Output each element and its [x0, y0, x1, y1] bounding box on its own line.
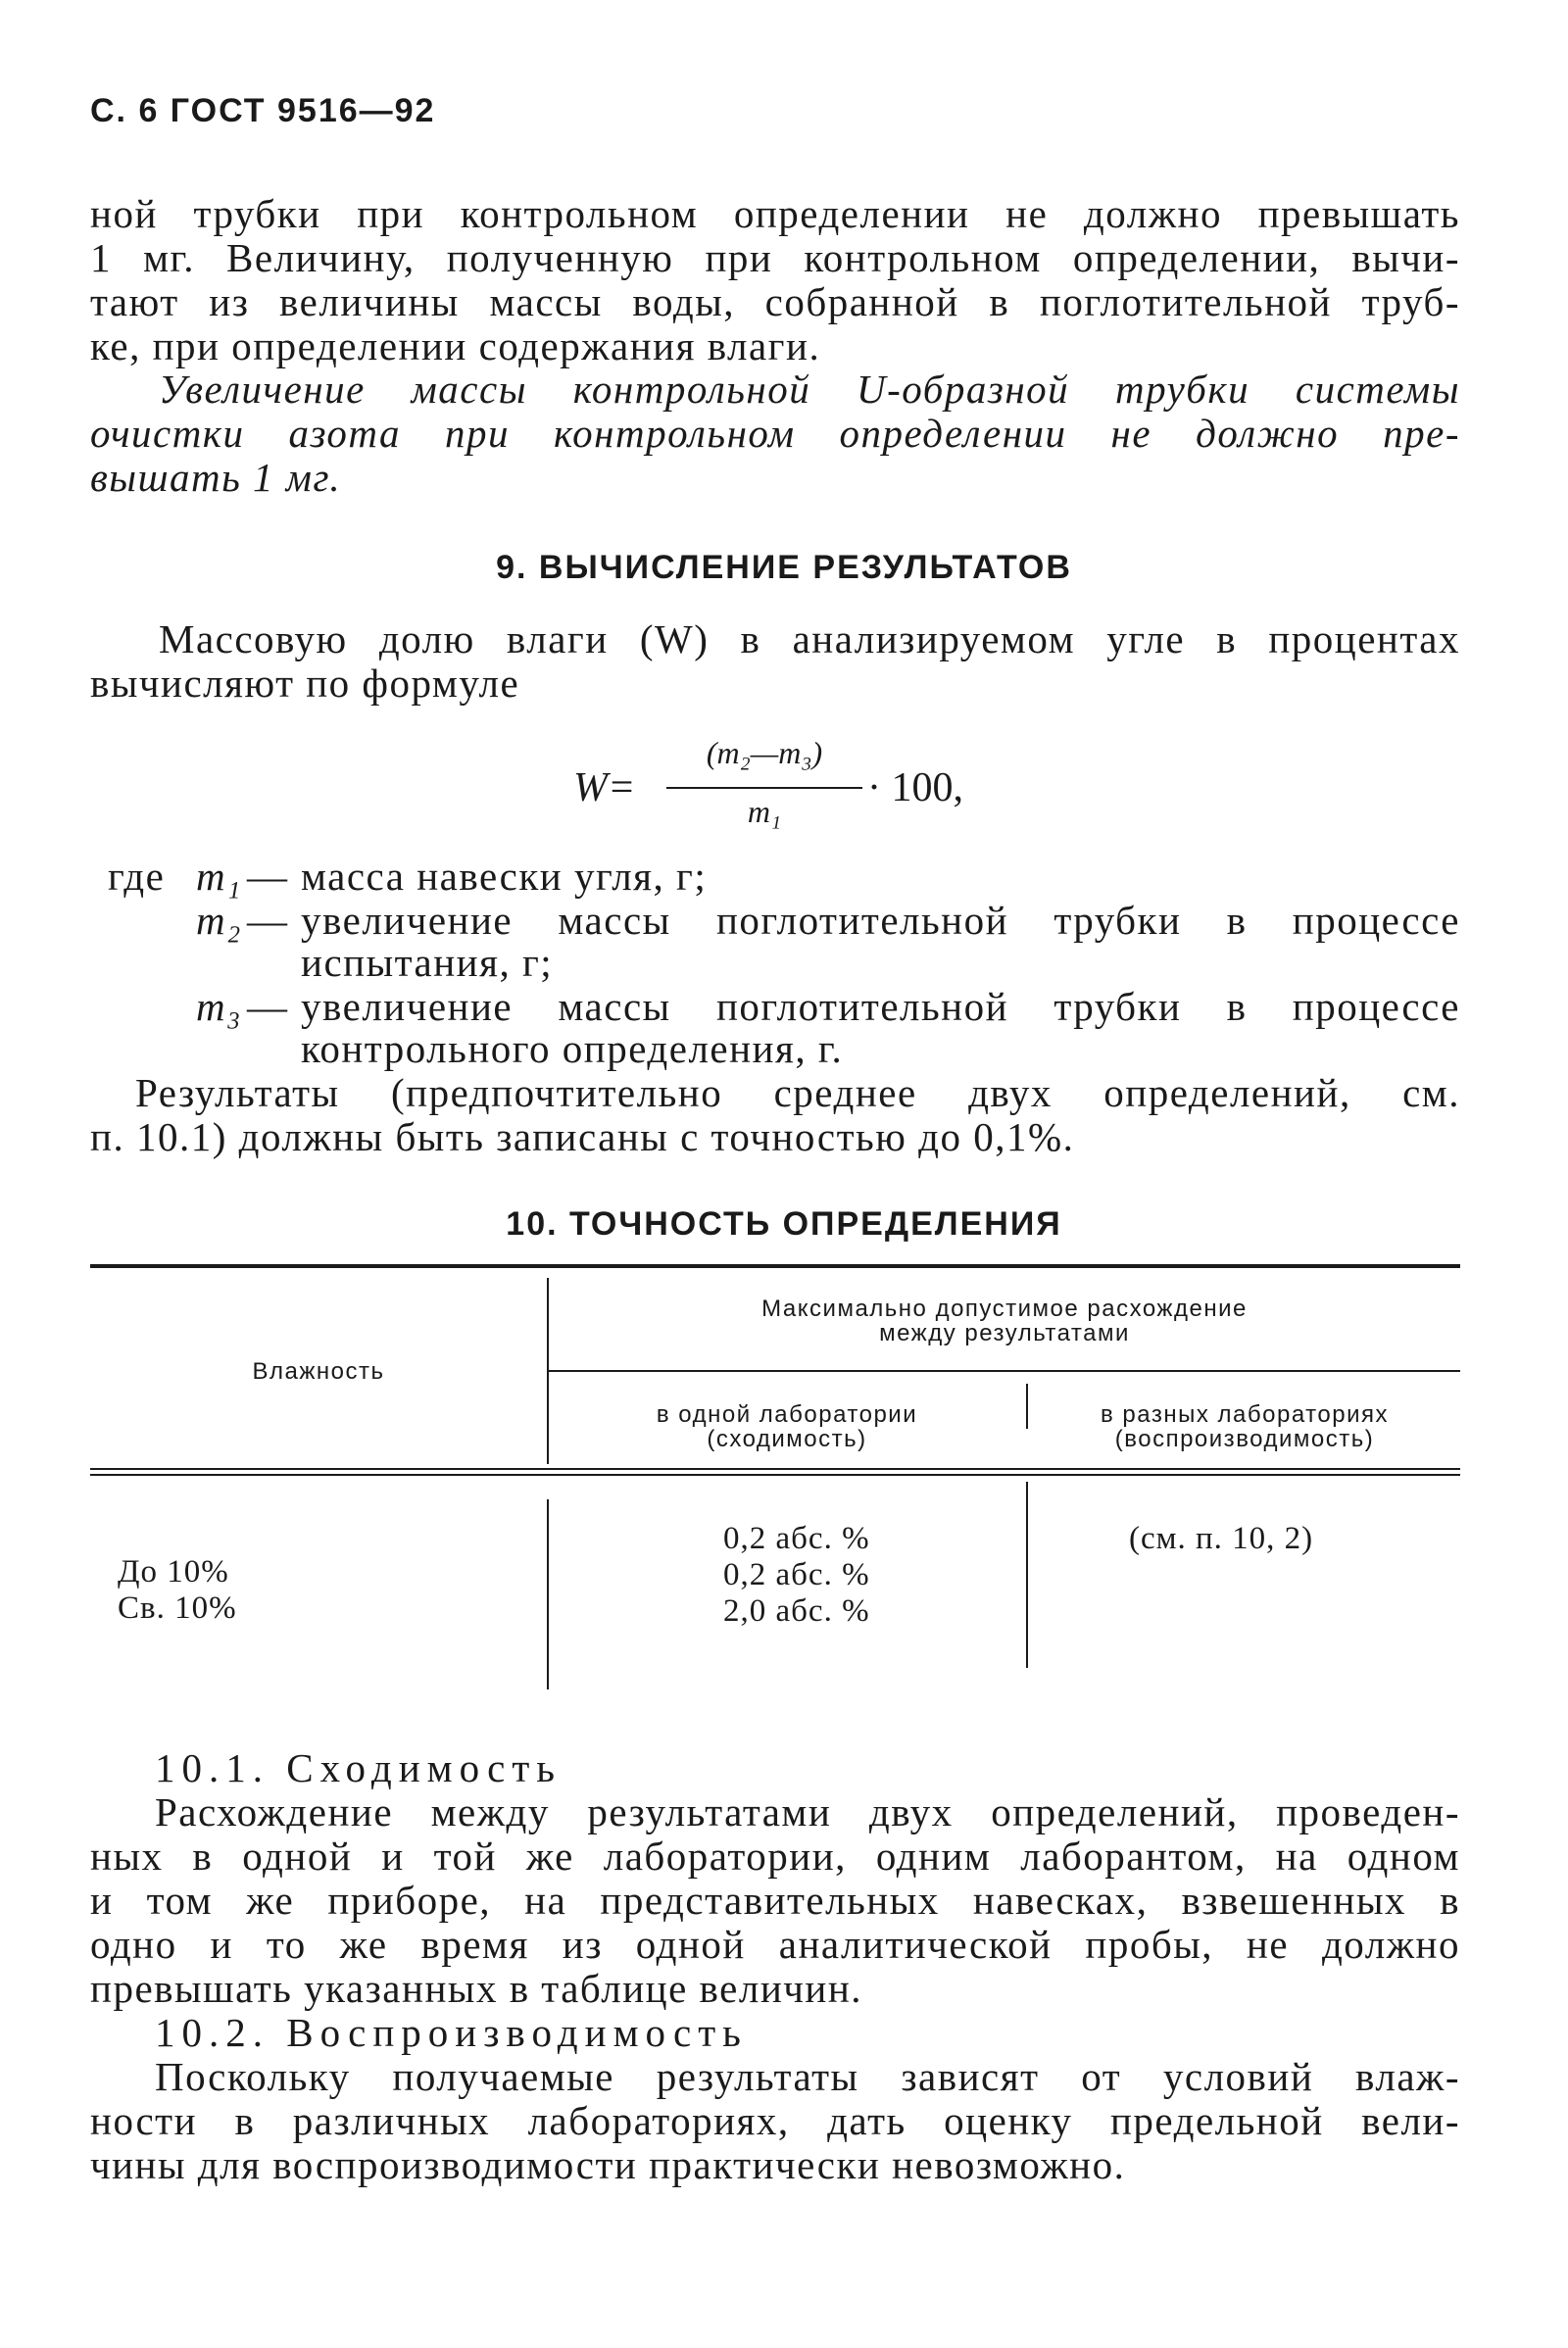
- text-line: чины для воспроизводимости практически невозможно.: [90, 2142, 1126, 2187]
- definition-dash: —: [247, 984, 289, 1029]
- page-header: С. 6 ГОСТ 9516—92: [90, 92, 436, 129]
- subsection-title: 10.2. Воспроизводимость: [155, 2010, 748, 2055]
- header-same-lab-line1: в одной лаборатории: [656, 1401, 918, 1428]
- text-line: тают из величины массы воды, собранной в поглотительной труб-: [90, 279, 1460, 324]
- variable-definitions: [90, 853, 1460, 1071]
- definition-m3-continued: [90, 1025, 1460, 1069]
- definition-prefix: где: [108, 854, 166, 899]
- cell-same-lab-row1: 0,2 абс. %: [723, 1521, 870, 1556]
- table-top-rule: [90, 1264, 1460, 1268]
- section-9-intro: [90, 617, 1460, 706]
- text-line: вычисляют по формуле: [90, 660, 520, 706]
- definition-text: контрольного определения, г.: [301, 1026, 844, 1071]
- header-bottom-rule: [90, 1468, 1460, 1470]
- header-subcol-divider: [1026, 1384, 1028, 1429]
- definition-text: увеличение массы поглотительной трубки в процессе: [301, 984, 1460, 1029]
- definition-dash: —: [247, 854, 289, 899]
- definition-m2: [90, 897, 1460, 941]
- definition-symbol: m₃: [196, 984, 242, 1029]
- section-9-title: 9. ВЫЧИСЛЕНИЕ РЕЗУЛЬТАТОВ: [496, 549, 1072, 586]
- formula-numerator: (m₂—m₃): [706, 735, 823, 770]
- text-line: Увеличение массы контрольной U-образной трубки системы: [159, 367, 1460, 412]
- formula-denominator: m₁: [747, 794, 782, 829]
- definition-text: увеличение массы поглотительной трубки в процессе: [301, 898, 1460, 943]
- table-col-divider: [547, 1499, 549, 1689]
- text-line: вышать 1 мг.: [90, 455, 342, 500]
- text-line: очистки азота при контрольном определении не должно пре-: [90, 411, 1460, 456]
- text-line: Массовую долю влаги (W) в анализируемом угле в процентах: [159, 616, 1460, 661]
- precision-table: [90, 1264, 1460, 1695]
- header-diff-labs-line2: (воспроизводимость): [1114, 1426, 1375, 1452]
- header-group-line2: между результатами: [879, 1320, 1130, 1346]
- definition-symbol: m₂: [196, 898, 242, 943]
- definition-dash: —: [247, 898, 289, 943]
- cell-moisture-row2: Св. 10%: [118, 1590, 237, 1626]
- definition-m1: [90, 853, 1460, 897]
- formula-lhs: W=: [573, 765, 636, 810]
- cell-same-lab-row2: 0,2 абс. %: [723, 1557, 870, 1592]
- text-line: превышать указанных в таблице величин.: [90, 1966, 863, 2011]
- definition-text: масса навески угля, г;: [301, 854, 708, 899]
- section-10-title: 10. ТОЧНОСТЬ ОПРЕДЕЛЕНИЯ: [506, 1205, 1062, 1243]
- definition-m2-continued: [90, 939, 1460, 983]
- paragraph-italic-note: [90, 367, 1460, 500]
- header-diff-labs-line1: в разных лабораториях: [1101, 1401, 1389, 1428]
- section-9-results-note: [90, 1071, 1460, 1159]
- header-group-rule: [549, 1370, 1460, 1372]
- header-group-line1: Максимально допустимое расхождение: [761, 1296, 1248, 1322]
- header-bottom-rule-double: [90, 1474, 1460, 1476]
- text-line: ности в различных лабораториях, дать оценку предельной вели-: [90, 2098, 1460, 2143]
- definition-m3: [90, 983, 1460, 1027]
- text-line: ной трубки при контрольном определении не должно превышать: [90, 191, 1460, 236]
- subsection-10-1: [90, 1746, 1460, 2011]
- definition-symbol: m₁: [196, 854, 242, 899]
- subsection-10-2: [90, 2011, 1460, 2187]
- text-line: 1 мг. Величину, полученную при контрольном определении, вычи-: [90, 235, 1460, 280]
- text-line: п. 10.1) должны быть записаны с точностью до 0,1%.: [90, 1114, 1075, 1159]
- text-line: ных в одной и той же лаборатории, одним лаборантом, на одном: [90, 1834, 1460, 1879]
- cell-diff-labs: (см. п. 10, 2): [1129, 1521, 1314, 1556]
- header-same-lab-line2: (сходимость): [707, 1426, 867, 1452]
- header-moisture: Влажность: [252, 1358, 385, 1385]
- text-line: Результаты (предпочтительно среднее двух определений, см.: [135, 1070, 1460, 1115]
- text-line: одно и то же время из одной аналитической пробы, не должно: [90, 1922, 1460, 1967]
- subsection-title: 10.1. Сходимость: [155, 1745, 562, 1790]
- moisture-formula: [573, 731, 985, 849]
- text-line: Расхождение между результатами двух определений, проведен-: [155, 1789, 1460, 1834]
- table-col-divider: [1026, 1482, 1028, 1668]
- formula-rhs: · 100,: [867, 765, 963, 810]
- fraction-bar: [666, 787, 862, 789]
- definition-text: испытания, г;: [301, 940, 554, 985]
- paragraph-intro: [90, 192, 1460, 368]
- cell-moisture-row1: До 10%: [118, 1554, 229, 1590]
- text-line: ке, при определении содержания влаги.: [90, 323, 821, 368]
- text-line: и том же приборе, на представительных навесках, взвешенных в: [90, 1878, 1460, 1923]
- cell-same-lab-row3: 2,0 абс. %: [723, 1593, 870, 1629]
- text-line: Поскольку получаемые результаты зависят от условий влаж-: [155, 2054, 1460, 2099]
